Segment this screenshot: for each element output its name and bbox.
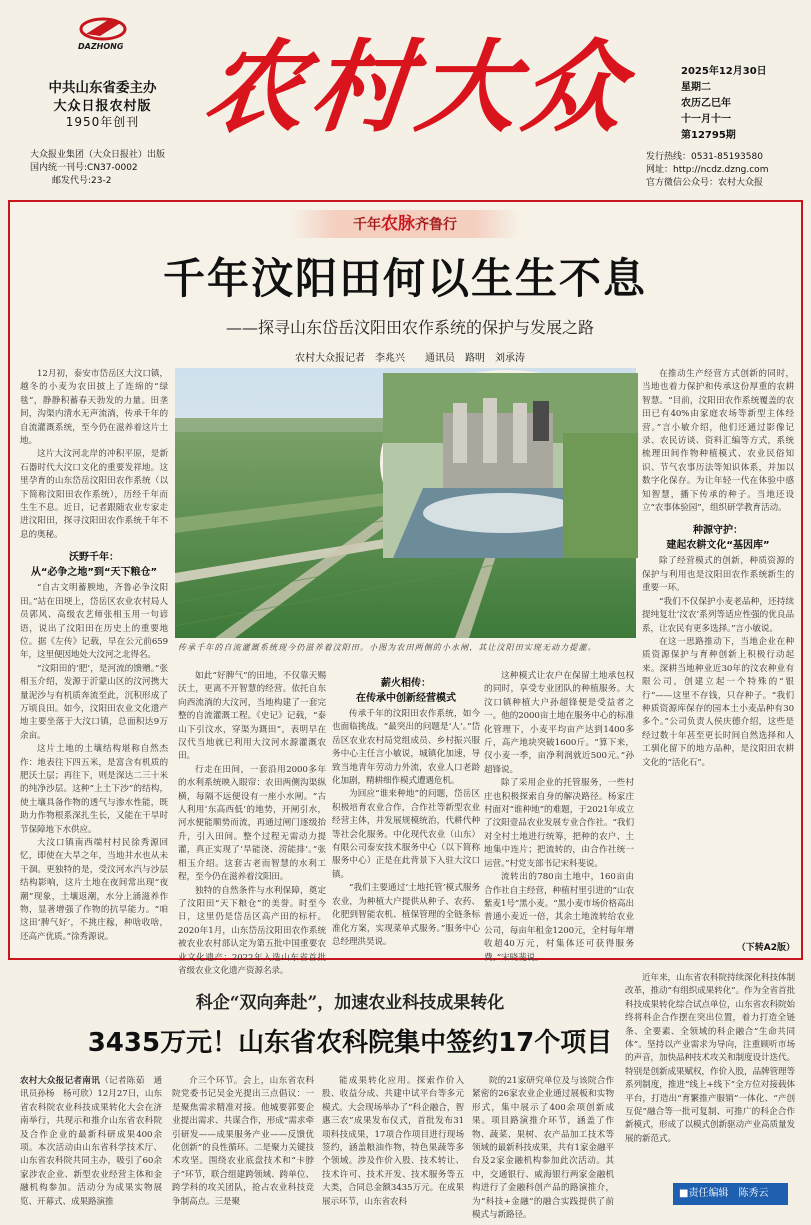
sponsor: 中共山东省委主办 bbox=[48, 80, 157, 96]
publisher: 大众报业集团（大众日报社）出版 bbox=[30, 150, 166, 160]
section-heading: 建起农耕文化“基因库” bbox=[666, 540, 770, 552]
lead-col5-paragraph: 在推动生产经营方式创新的同时，当地也着力保护和传承这份厚重的农耕智慧。“目前，汶阳田农作系统覆盖的农田已有40%由家庭农场等新型主体经营。”言小敏介绍，他们还通过影像记录、农民访谈、资料汇编等方式，系统梳理田间作物种植模式、农业民俗知识、节气农事历法等知识体系，并加以数字化保存。为让年轻一代在体验中感知智慧，播下传承的种子。当地还设立“农事体验园”，组织研学教育活动。 bbox=[642, 369, 794, 514]
column-tag-banner bbox=[290, 210, 520, 238]
editor-badge bbox=[673, 1183, 788, 1205]
lead-subheadline: ——探寻山东岱岳汶阳田农作系统的保护与发展之路 bbox=[225, 318, 594, 337]
lunar-year: 农历乙巳年 bbox=[681, 98, 731, 109]
lead-col1-paragraph: 这片土地的土壤结构堪称自然杰作：地表往下四五米，是富含有机质的肥沃土层；再往下，则是深达二三十米的纯净沙层。这种“上土下沙”的结构，使土壤具备作物的透气与渗水性能，既助力作物根系深扎生长，又能在干旱时节保障地下水供应。 bbox=[20, 744, 168, 835]
wechat-line: 官方微信公众号：农村大众报 bbox=[646, 178, 764, 188]
lead-column-4 bbox=[484, 670, 634, 963]
second-col5-text: 近年来，山东省农科院持续深化科技体制改革，推动“有组织成果转化”。作为全省首批科技成果转化综合试点单位，山东省农科院始终将科企合作摆在突出位置，着力打造全链条、全要素、全领域的科企融合“生命共同体”。坚持以产业需求为导向，注重顾听市场的声音，加快品种技术攻关和制度设计迭代。特别是创新成果赋权，作价入股，品牌管理等系列制度，推进“线上+线下”全方位对接载体平台，打造出“育繁推产服销”一体化、“产创互促”融合等一批可复制、可推广的科企合作新模式，形成了以模式创新驱动产业高质量发展的新范式。 bbox=[625, 973, 795, 1144]
second-column-4 bbox=[472, 1075, 614, 1220]
postal-code: 邮发代号:23-2 bbox=[52, 176, 112, 186]
masthead-title: 农村大众 bbox=[198, 28, 636, 146]
website-line: 网址：http://ncdz.dzng.com bbox=[646, 165, 769, 175]
lead-col4-paragraph: 流转出的780亩土地中，160亩由合作社自主经营，种植村里引进的“山农紫麦1号”黑小麦。“黑小麦市场价格高出普通小麦近一倍，其余土地流转给农业公司，每亩年租金1200元，全村每年增收超40万元，村集体还可获得服务费。”宋晓斐说。 bbox=[484, 872, 634, 963]
second-column-3 bbox=[322, 1075, 464, 1220]
lead-col5-paragraph: 除了经营模式的创新，种质资源的保护与利用也是汶阳田农作系统新生的重要一环。 bbox=[642, 556, 794, 594]
lead-col3-paragraph: 为回应“谁来种地”的问题，岱岳区积极培育农业合作，合作社等新型农业经营主体，并发展规模统治，代耕代种等社会化服务。中化现代农业（山东）有限公司泰安技术服务中心（以下简称服务中心）正是在此背景下入驻大汶口镇。 bbox=[332, 789, 480, 880]
section-heading: 沃野千年： bbox=[69, 552, 119, 564]
column-tag-left: 千年 bbox=[353, 217, 381, 233]
water-gate-illustration bbox=[383, 373, 638, 558]
issue-date: 2025年12月30日 bbox=[681, 66, 767, 77]
lead-col2-paragraph: 独特的自然条件与水利保障，奠定了汶阳田“天下粮仓”的美誉。时至今日，这里仍是岱岳区高产田的标杆。2020年1月，山东岱岳汶阳田农作系统被农业农村部认定为第五批中国重要农业文化遗产；2022年入选山东省首批省级农业文化遗产资源名录。 bbox=[178, 885, 326, 976]
lead-col1-paragraph: “汶阳田的‘肥’，是河流的馈赠。”张相玉介绍，发源于沂蒙山区的汶河携大量泥沙与有机质奔流至此，沉积形成了万顷良田。如今，汶阳田农业文化遗产地主要坐落于大汶口镇，总面积达9万余亩。 bbox=[20, 663, 168, 741]
lead-col2-paragraph: 行走在田间，一套沿用2000多年的水利系统映入眼帘：农田两侧沟渠纵横，每隔不远便设有一座小水闸。“古人利用‘东高西低’的地势，开闸引水，河水便能顺势而流，再通过闸门逐级抬升，引入田间。整个过程无需动力提灌，真正实现了‘旱能浇、涝能排’。”张相玉介绍。这套古老而智慧的水利工程，至今仍在滋养着汶阳田。 bbox=[178, 764, 326, 883]
lead-col4-paragraph: 除了采用企业的托管服务，一些村庄也积极探索自身的解决路径。杨家庄村面对“谁种地”的难题，于2021年成立了汶阳壹品农业发展专业合作社。“我们对全村土地进行统筹，把种的农户、土地集中连片；把流转的，由合作社统一运营。”村党支部书记宋科斐说。 bbox=[484, 778, 634, 869]
dazhong-logo-icon bbox=[78, 16, 128, 42]
lead-col2-paragraph: 如此“好脾气”的田地，不仅靠天赐沃土，更离不开智慧的经营。依托自东向西流淌的大汶河，当地构建了一套完整的自流灌溉工程。《史记》记载，“泰山下引汶水，穿渠为溉田”，表明早在汉代当地就已利用大汶河水源灌溉农田。 bbox=[178, 671, 326, 762]
lead-column-5 bbox=[642, 368, 794, 940]
lead-col1-paragraph: 12月初，泰安市岱岳区大汶口镇，越冬的小麦为农田披上了连绵的“绿毯”，静静积蓄春天勃发的力量。田垄间，沟渠内清水无声流淌，传承千年的自流灌溉系统，至今仍在滋养着这片土地。 bbox=[20, 369, 168, 447]
section-heading: 在传承中创新经营模式 bbox=[356, 693, 456, 704]
second-column-2 bbox=[172, 1075, 314, 1220]
phone-line: 发行热线：0531-85193580 bbox=[646, 152, 763, 162]
lead-col1-paragraph: “自古文明蓄腴地，齐鲁必争汶阳田。”站在田埂上，岱岳区农业农村局人员郭风、高级农艺师张相玉用一句谚语，说出了汶阳田在历史上的重要地位。据《左传》记载，早在公元前659年，这里便因地处大汶河之北得名。 bbox=[20, 583, 168, 661]
second-byline: 农村大众报记者南讯 bbox=[20, 1076, 101, 1086]
lead-col4-paragraph: 这种模式让农户在保留土地承包权的同时，享受专业团队的种植服务。大汶口镇种植大户孙超锋便是受益者之一。他的2000亩土地在服务中心的标准化管理下，小麦平均亩产达到1400多斤，高产地块突破1600斤。“算下来，仅小麦一季，亩净利润就近500元。”孙超锋说。 bbox=[484, 671, 634, 775]
logo-text: DAZHONG bbox=[78, 42, 124, 51]
lead-column-2 bbox=[178, 670, 326, 976]
editor-label: ■责任编辑 陈秀云 bbox=[679, 1188, 769, 1199]
masthead bbox=[0, 0, 811, 198]
second-col3-text: 能成果转化应用。探索作价入股、收益分成、共建中试平台等多元模式。大会现场举办了“科企融合，智惠三农”成果发布仪式，首批发布31项科技成果，17项合作项目进行现场签约，涵盖粮油作物，特色果蔬等多个领域。涉及作价入股、技术转让、技术许可、技术开发、技术服务等五大类，合同总金额3435万元。在成果展示环节，山东省农科 bbox=[322, 1076, 464, 1207]
weekday: 星期二 bbox=[681, 82, 711, 93]
founded: 1950年创刊 bbox=[65, 115, 140, 129]
inset-photo bbox=[380, 370, 635, 555]
lead-col1-paragraph: 这片大汶河北岸的冲积平原，是新石器时代大汶口文化的重要发祥地。这里孕育的山东岱岳汶阳田农作系统（以下简称汶阳田农作系统），历经千年而生生不息。近日，记者跟随农业专家走进汶阳田，探寻汶阳田农作系统千年不息的奥秘。 bbox=[20, 449, 168, 540]
second-kicker: 科企“双向奔赴”，加速农业科技成果转化 bbox=[195, 993, 505, 1013]
second-column-1 bbox=[20, 1075, 162, 1220]
section-heading: 从“必争之地”到“天下粮仓” bbox=[30, 567, 158, 579]
second-headline: 3435万元！山东省农科院集中签约17个项目 bbox=[87, 1028, 613, 1058]
lead-byline: 农村大众报记者 李兆兴 通讯员 路明 刘承涛 bbox=[295, 353, 525, 364]
cn-number: 国内统一刊号:CN37-0002 bbox=[30, 163, 138, 173]
lead-col5-paragraph: 在这一思路推动下，当地企业在种质资源保护与育种创新上积极行动起来。深耕当地种业近30年的汶农种业有限公司，创建立起一个特殊的“银行”——这里不存钱，只存种子。“我们种质资源库保存的园本土小麦品种有30多个。”公司负责人侯庆德介绍，这些是经过数十年甚至更长时间自然选择和人工驯化留下的地方品种，是汶阳田农耕文化的“活化石”。 bbox=[642, 636, 794, 768]
lead-column-3 bbox=[332, 670, 480, 955]
section-heading: 种源守护： bbox=[693, 525, 743, 537]
second-col2-text: 介三个环节。会上，山东省农科院党委书记吴金光提出三点倡议：一是聚焦需求精准对接。他城要郭要企业提出需求、共谋合作，形成“需求牵引研发——成果服务产业——反馈优化创新”的良性循环。二是聚力关键技术攻坚。围绕农业底盘技术和“卡脖子”环节，联合组建跨领域、跨单位、跨学科的攻关团队，抢占农业科技竞争制高点。三是聚 bbox=[172, 1076, 314, 1207]
photo-caption: 传承千年的自流灌溉系统现今仍滋养着汶阳田。小图为农田两侧的小水闸，其让汶阳田实现无动力提灌。 bbox=[178, 643, 597, 652]
edition: 大众日报农村版 bbox=[53, 99, 152, 114]
second-column-5 bbox=[625, 972, 795, 1172]
column-tag-right: 齐鲁行 bbox=[415, 217, 457, 233]
lead-col3-paragraph: 传承千年的汶阳田农作系统，如今也面临挑战。“最突出的问题是‘人’。”岱岳区农业农村局党组成员、乡村振兴服务中心主任言小敏说，城镇化加速，导致当地青年劳动力外流，农业人口老龄化加剧，精耕细作模式遭遇危机。 bbox=[332, 709, 480, 787]
lead-headline: 千年汶阳田何以生生不息 bbox=[162, 254, 647, 303]
lead-col1-paragraph: 大汶口镇南西端村村民徐秀源回忆，即使在大旱之年，当地井水也从未干涸。更独特的是，受汶河水汽与沙层结构影响，这片土地在夜间常出现“夜潮”现象，土壤返潮，水分上涌滋养作物，显著增强了作物的抗旱能力。“咱这田‘脾气好’，不挑庄稼，种啥收啥，还高产优质。”徐秀源说。 bbox=[20, 838, 168, 942]
second-col1-text: （记者陈茹 通讯员孙杨 杨可欣）12月27日，山东省农科院农业科技成果转化大会在济南举行，共现示和推介山东省农科院及合作企业的最新科研成果400余项。本次活动由山东省科学技术厅、山东省农科院共同主办，吸引了60余家涉农企业、新型农业经营主体和金融机构参加。活动分为成果实物展览、开幕式、成果路演推 bbox=[20, 1076, 162, 1207]
issue-number: 第12795期 bbox=[681, 130, 736, 141]
lunar-day: 十一月十一 bbox=[681, 114, 731, 125]
lead-column-1 bbox=[20, 368, 168, 953]
lead-col5-paragraph: “我们不仅保护小麦老品种，还持续提纯复壮‘汶农’系列等适应性强的优良品系，让农民有更多选择。”言小敏说。 bbox=[642, 596, 794, 634]
second-col4-text: 院的21家研究单位及与该院合作紧密的26家农业企业通过展板和实物形式，集中展示了400余项创新成果。项目路演推介环节，涵盖了作物、蔬菜、果树、农产品加工技术等领域的最新科技成果，共有1家金融平台及2家金融机构参加此次活动。其中，交通银行、威海银行两家金融机构进行了金融科创产品的路演推介，为“科技+金融”的融合实践提供了前模式与新路径。 bbox=[472, 1076, 614, 1221]
section-heading: 薪火相传： bbox=[381, 678, 431, 689]
column-tag-mid: 农脉 bbox=[381, 214, 415, 234]
continued-note: （下转A2版） bbox=[736, 943, 795, 953]
lead-col3-paragraph: “我们主要通过‘土地托管’模式服务农业，为种植大户提供从种子、农药、化肥到智能农机、植保管理的全链条标准化方案，实现菜单式服务。”服务中心总经理洪昊说。 bbox=[332, 883, 480, 947]
